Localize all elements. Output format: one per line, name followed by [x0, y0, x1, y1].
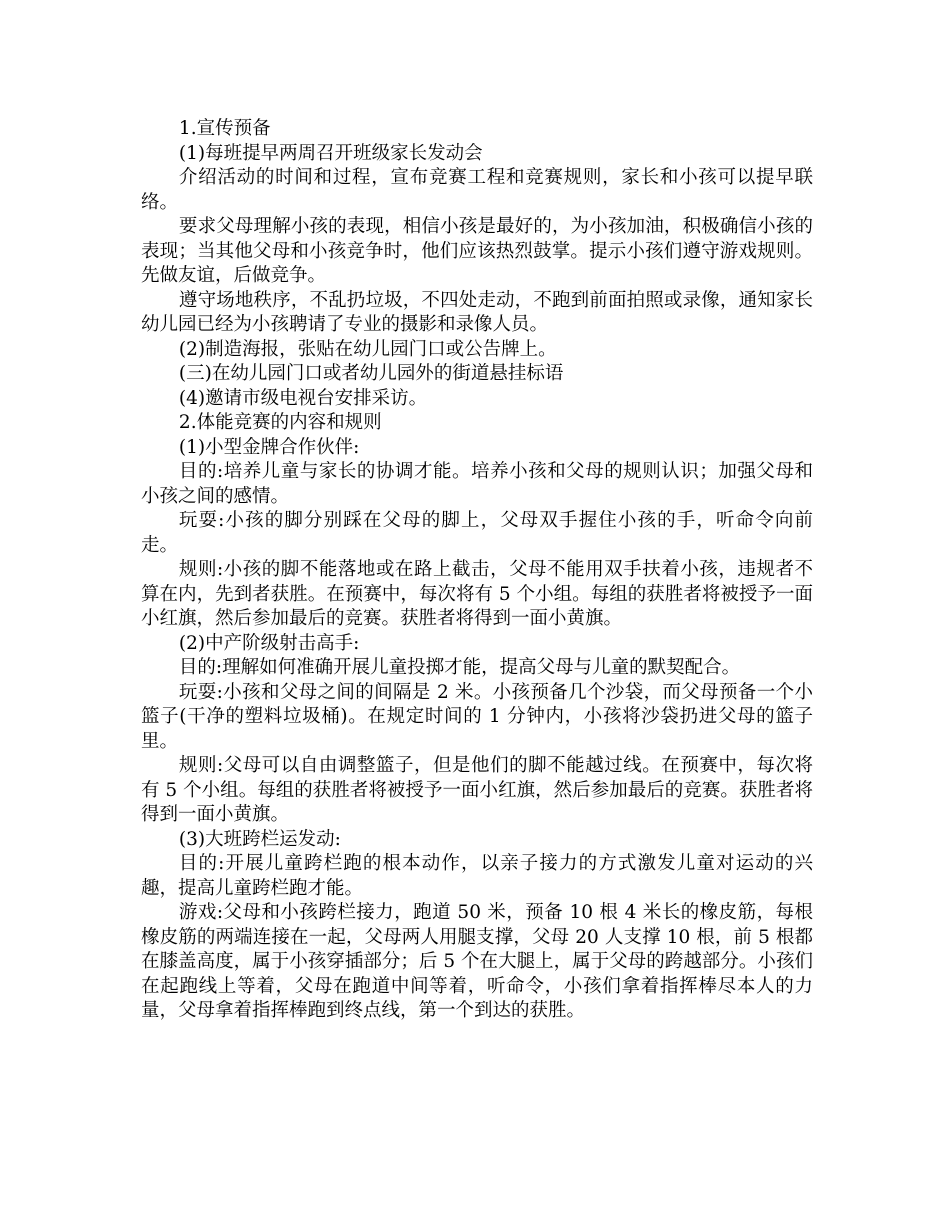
- paragraph-subheading-1-4: (4)邀请市级电视台安排采访。: [178, 387, 428, 409]
- paragraph: 目的:理解如何准确开展儿童投掷才能，提高父母与儿童的默契配合。: [178, 657, 741, 678]
- paragraph-subheading-2-3: (3)大班跨栏运发动:: [178, 828, 341, 850]
- paragraph: 遵守场地秩序，不乱扔垃圾，不四处走动，不跑到前面拍照或录像，通知家长幼儿园已经为小孩聘请了专业的摄影和录像人员。: [141, 289, 813, 335]
- paragraph-subheading-1-3: (三)在幼儿园门口或者幼儿园外的街道悬挂标语: [178, 363, 564, 384]
- paragraph-heading-2: 2.体能竞赛的内容和规则: [178, 412, 382, 433]
- paragraph: 介绍活动的时间和过程，宣布竞赛工程和竞赛规则，家长和小孩可以提早联络。: [141, 167, 813, 213]
- paragraph-subheading-1-2: (2)制造海报，张贴在幼儿园门口或公告牌上。: [178, 338, 557, 360]
- paragraph: 玩耍:小孩和父母之间的间隔是 2 米。小孩预备几个沙袋，而父母预备一个小篮子(干净的塑料垃圾桶)。在规定时间的 1 分钟内，小孩将沙袋扔进父母的篮子里。: [141, 681, 813, 752]
- paragraph: 规则:小孩的脚不能落地或在路上截击，父母不能用双手扶着小孩，违规者不算在内，先到者获胜。在预赛中，每次将有 5 个小组。每组的获胜者将被授予一面小红旗，然后参加最后的竞赛。获胜者将得到一面小黄旗。: [141, 559, 813, 629]
- paragraph: 玩耍:小孩的脚分别踩在父母的脚上，父母双手握住小孩的手，听命令向前走。: [141, 510, 813, 556]
- document-body: [141, 117, 813, 1024]
- paragraph-subheading-2-1: (1)小型金牌合作伙伴:: [178, 436, 360, 458]
- paragraph-subheading-2-2: (2)中产阶级射击高手:: [178, 632, 360, 654]
- paragraph: 要求父母理解小孩的表现，相信小孩是最好的，为小孩加油，积极确信小孩的表现；当其他父母和小孩竞争时，他们应该热烈鼓掌。提示小孩们遵守游戏规则。先做友谊，后做竞争。: [141, 216, 813, 286]
- paragraph: 游戏:父母和小孩跨栏接力，跑道 50 米，预备 10 根 4 米长的橡皮筋，每根橡皮筋的两端连接在一起，父母两人用腿支撑，父母 20 人支撑 10 根，前 5 根都在膝盖高度，属于小孩穿插部分；后 5 个在大腿上，属于父母的跨越部分。小孩们在起跑线上等着，父母在跑道中间等着，听命令，小孩们拿着指挥棒尽本人的力量，父母拿着指挥棒跑到终点线，第一个到达的获胜。: [141, 902, 813, 1021]
- paragraph-subheading-1-1: (1)每班提早两周召开班级家长发动会: [178, 142, 483, 164]
- paragraph-heading-1: 1.宣传预备: [178, 118, 271, 139]
- paragraph: 规则:父母可以自由调整篮子，但是他们的脚不能越过线。在预赛中，每次将有 5 个小组。每组的获胜者将被授予一面小红旗，然后参加最后的竞赛。获胜者将得到一面小黄旗。: [141, 755, 813, 825]
- paragraph: 目的:培养儿童与家长的协调才能。培养小孩和父母的规则认识；加强父母和小孩之间的感情。: [141, 461, 813, 507]
- paragraph: 目的:开展儿童跨栏跑的根本动作，以亲子接力的方式激发儿童对运动的兴趣，提高儿童跨栏跑才能。: [141, 853, 813, 899]
